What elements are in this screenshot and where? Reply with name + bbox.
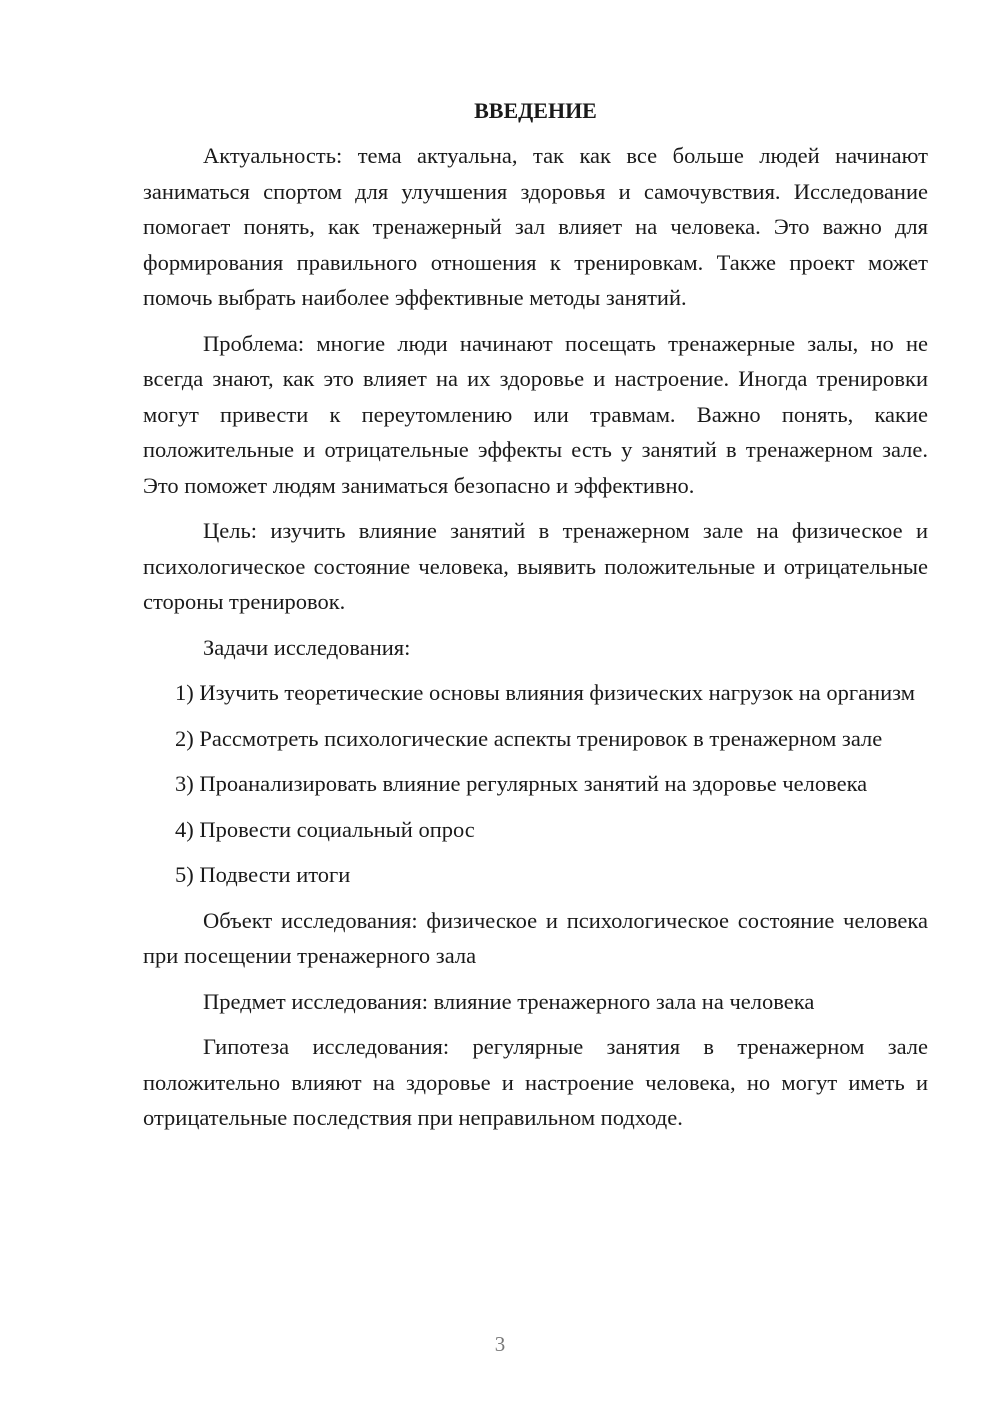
- task-item: 4) Провести социальный опрос: [175, 816, 475, 842]
- task-item: 5) Подвести итоги: [175, 862, 351, 887]
- tasks-heading: Задачи исследования:: [203, 634, 411, 660]
- task-item: 3) Проанализировать влияние регулярных занятий на здоровье человека: [175, 771, 868, 796]
- goal-paragraph: Цель: изучить влияние занятий в тренажерном зале на физическое и психологическое состояние человека, выявить положительные и отрицательные стороны тренировок.: [143, 518, 928, 614]
- hypothesis-paragraph: Гипотеза исследования: регулярные занятия в тренажерном зале положительно влияют на здоровье и настроение человека, но могут иметь и отрицательные последствия при неправильном подходе.: [143, 1034, 928, 1130]
- problem-paragraph: Проблема: многие люди начинают посещать тренажерные залы, но не всегда знают, как это влияет на их здоровье и настроение. Иногда тренировки могут привести к переутомлению или травмам. Важно понять, какие положительные и отрицательные эффекты есть у занятий в тренажерном зале. Это поможет людям заниматься безопасно и эффективно.: [143, 330, 928, 498]
- document-page: [143, 92, 928, 1146]
- task-item: 1) Изучить теоретические основы влияния физических нагрузок на организм: [175, 680, 915, 705]
- object-paragraph: Объект исследования: физическое и психологическое состояние человека при посещении тренажерного зала: [143, 907, 928, 968]
- relevance-paragraph: Актуальность: тема актуальна, так как все больше людей начинают заниматься спортом для улучшения здоровья и самочувствия. Исследование помогает понять, как тренажерный зал влияет на человека. Это важно для формирования правильного отношения к тренировкам. Также проект может помочь выбрать наиболее эффективные методы занятий.: [143, 143, 928, 310]
- subject-paragraph: Предмет исследования: влияние тренажерного зала на человека: [203, 988, 815, 1014]
- page-number: 3: [494, 1332, 506, 1356]
- task-item: 2) Рассмотреть психологические аспекты тренировок в тренажерном зале: [175, 725, 883, 751]
- page-title: ВВЕДЕНИЕ: [474, 98, 597, 123]
